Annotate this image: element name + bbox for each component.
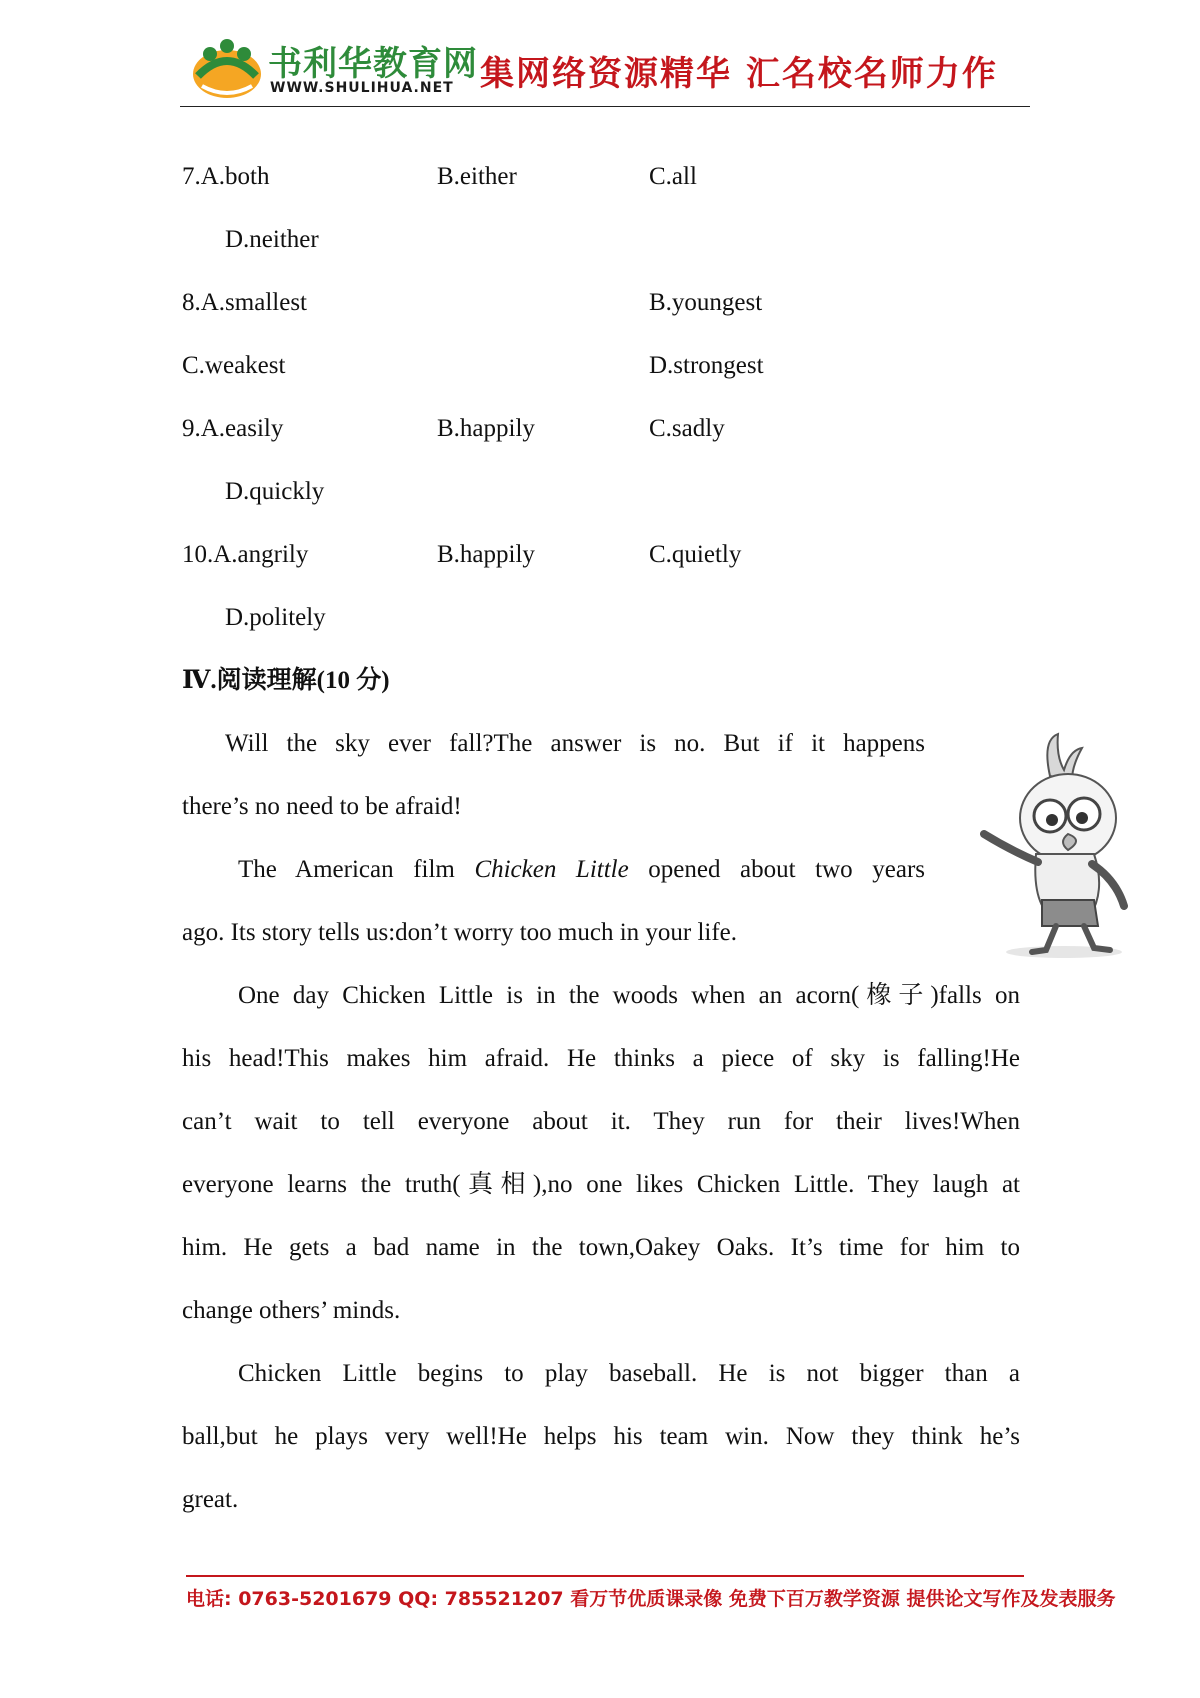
- question-8-option-d: D.strongest: [649, 352, 764, 379]
- paragraph-4-line-1: Chicken Little begins to play baseball. He is not bigger than a: [238, 1360, 1020, 1387]
- paragraph-3-line-3: can’t wait to tell everyone about it. They run for their lives!When: [182, 1108, 1020, 1135]
- section-heading: Ⅳ.阅读理解(10 分): [182, 667, 390, 694]
- paragraph-2-line-2: ago. Its story tells us:don’t worry too much in your life.: [182, 919, 738, 946]
- film-title: Chicken Little: [474, 856, 629, 883]
- question-7-option-b: B.either: [437, 163, 517, 190]
- paragraph-3-line-6: change others’ minds.: [182, 1297, 401, 1324]
- paragraph-3-line-1: One day Chicken Little is in the woods when an acorn(橡子)falls on: [238, 982, 1020, 1009]
- page-header: [180, 28, 1030, 108]
- question-9-option-c: C.sadly: [649, 415, 725, 442]
- question-9-option-d: D.quickly: [225, 478, 325, 505]
- logo-name: 书利华教育网: [268, 44, 478, 84]
- question-7-option-d: D.neither: [225, 226, 319, 253]
- paragraph-1-line-1: Will the sky ever fall?The answer is no. But if it happens: [225, 730, 925, 757]
- footer-contact: 电话: 0763-5201679 QQ: 785521207 看万节优质课录像 免费下百万教学资源 提供论文写作及发表服务: [186, 1588, 1116, 1610]
- chicken-little-illustration: [972, 730, 1132, 960]
- header-slogan: 集网络资源精华 汇名校名师力作: [480, 54, 998, 94]
- header-divider: [180, 106, 1030, 107]
- paragraph-1-line-2: there’s no need to be afraid!: [182, 793, 462, 820]
- question-10-option-a: 10.A.angrily: [182, 541, 309, 568]
- paragraph-3-line-2: his head!This makes him afraid. He thinks a piece of sky is falling!He: [182, 1045, 1020, 1072]
- question-8-option-a: 8.A.smallest: [182, 289, 307, 316]
- question-8-option-b: B.youngest: [649, 289, 763, 316]
- paragraph-3-line-4: everyone learns the truth(真相),no one likes Chicken Little. They laugh at: [182, 1171, 1020, 1198]
- paragraph-2-line-1: The American film Chicken Little opened about two years: [238, 856, 925, 883]
- question-7-option-a: 7.A.both: [182, 163, 270, 190]
- paragraph-3-line-5: him. He gets a bad name in the town,Oakey Oaks. It’s time for him to: [182, 1234, 1020, 1261]
- paragraph-4-line-3: great.: [182, 1486, 239, 1513]
- logo-url: WWW.SHULIHUA.NET: [270, 80, 454, 96]
- logo-people-icon: [192, 34, 262, 100]
- paragraph-4-line-2: ball,but he plays very well!He helps his team win. Now they think he’s: [182, 1423, 1020, 1450]
- question-9-option-a: 9.A.easily: [182, 415, 284, 442]
- question-10-option-c: C.quietly: [649, 541, 742, 568]
- question-9-option-b: B.happily: [437, 415, 535, 442]
- footer-divider: [186, 1575, 1024, 1577]
- question-8-option-c: C.weakest: [182, 352, 286, 379]
- question-10-option-d: D.politely: [225, 604, 326, 631]
- question-7-option-c: C.all: [649, 163, 697, 190]
- question-10-option-b: B.happily: [437, 541, 535, 568]
